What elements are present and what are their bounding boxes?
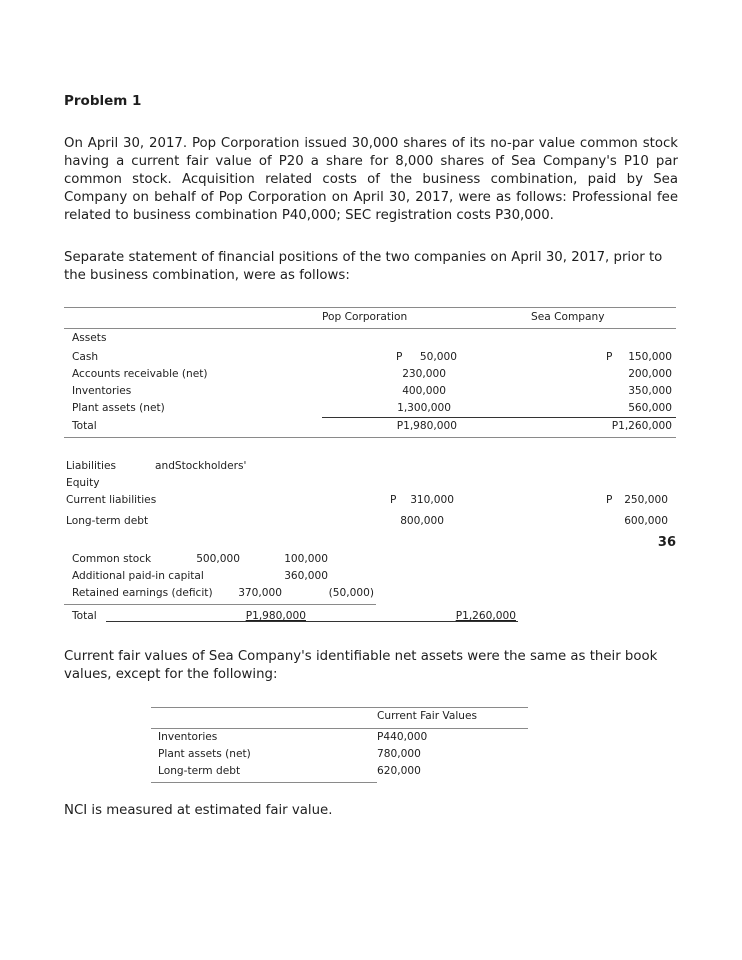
peso-sign: P (396, 351, 403, 363)
grand-total-pop: P1,980,000 (245, 610, 306, 622)
grand-total-sea: P1,260,000 (455, 610, 516, 622)
peso-sign: P (390, 494, 397, 506)
nci-note: NCI is measured at estimated fair value. (64, 803, 333, 818)
fair-value-amount: 620,000 (377, 765, 421, 777)
liability-pop-value: 800,000 (400, 515, 444, 527)
fair-value-amount: 780,000 (377, 748, 421, 760)
peso-sign: P (606, 494, 613, 506)
liability-pop-value: 310,000 (410, 494, 454, 506)
table2-top-rule (151, 707, 528, 708)
table2-header-rule (151, 728, 528, 729)
asset-sea-value: 150,000 (628, 351, 672, 363)
fair-value-paragraph: Current fair values of Sea Company's identifiable net assets were the same as their book values, except for the following: (64, 649, 658, 682)
liability-sea-value: 600,000 (624, 515, 668, 527)
equity-sea-value: (50,000) (328, 587, 374, 599)
fair-values-header: Current Fair Values (377, 710, 478, 722)
equity-rule (64, 604, 376, 605)
asset-sea-value: 560,000 (628, 402, 672, 414)
assets-bottom-rule (64, 437, 676, 438)
stockholders-header: andStockholders' (155, 460, 247, 472)
assets-header: Assets (72, 332, 107, 344)
table2-bottom-rule (151, 782, 377, 783)
problem-paragraph-statement-intro: Separate statement of financial positions of the two companies on April 30, 2017, prior to the business combination, were as follows: (64, 250, 663, 283)
page-number: 36 (657, 535, 676, 550)
asset-sea-value: 350,000 (628, 385, 672, 397)
fair-value-amount: P440,000 (377, 731, 428, 743)
equity-label: Additional paid-in capital (72, 570, 204, 582)
asset-pop-value: 50,000 (419, 351, 457, 363)
asset-label: Inventories (72, 385, 132, 397)
equity-sea-value: 100,000 (284, 553, 328, 565)
equity-pop-value: 370,000 (238, 587, 282, 599)
problem-paragraph-intro: On April 30, 2017. Pop Corporation issued 30,000 shares of its no-par value common stock having a current fair value of P20 a share for 8,000 shares of Sea Company's P10 par common stock. Acquisition related costs of the business combination, paid by Sea Company on behalf of Pop Corporation on April 30, 2017, were as follows: Professional fee related to business combination P40,000; SEC registration costs P30,000. (64, 136, 678, 223)
asset-pop-value: 1,300,000 (397, 402, 451, 414)
table1-top-rule (64, 307, 676, 308)
assets-subtotal-rule (322, 417, 676, 418)
asset-sea-value: 200,000 (628, 368, 672, 380)
fair-value-label: Plant assets (net) (158, 748, 251, 760)
grand-total-label: Total (72, 610, 97, 622)
liability-label: Current liabilities (66, 494, 157, 506)
equity-pop-value: 500,000 (196, 553, 240, 565)
asset-pop-value: 230,000 (402, 368, 446, 380)
asset-pop-value: 400,000 (402, 385, 446, 397)
equity-label: Common stock (72, 553, 152, 565)
asset-label: Cash (72, 351, 99, 363)
liability-sea-value: 250,000 (624, 494, 668, 506)
asset-label: Accounts receivable (net) (72, 368, 208, 380)
problem-title: Problem 1 (64, 93, 142, 109)
fair-value-label: Inventories (158, 731, 218, 743)
col-header-pop: Pop Corporation (322, 311, 408, 323)
peso-sign: P (606, 351, 613, 363)
equity-sea-value: 360,000 (284, 570, 328, 582)
asset-total-pop: P1,980,000 (396, 420, 457, 432)
fair-value-label: Long-term debt (158, 765, 241, 777)
col-header-sea: Sea Company (531, 311, 605, 323)
table1-header-rule (64, 328, 676, 329)
equity-header: Equity (66, 477, 100, 489)
equity-label: Retained earnings (deficit) (72, 587, 213, 599)
liability-label: Long-term debt (66, 515, 149, 527)
asset-total-sea: P1,260,000 (611, 420, 672, 432)
liabilities-header: Liabilities (66, 460, 117, 472)
asset-total-label: Total (72, 420, 97, 432)
asset-label: Plant assets (net) (72, 402, 165, 414)
